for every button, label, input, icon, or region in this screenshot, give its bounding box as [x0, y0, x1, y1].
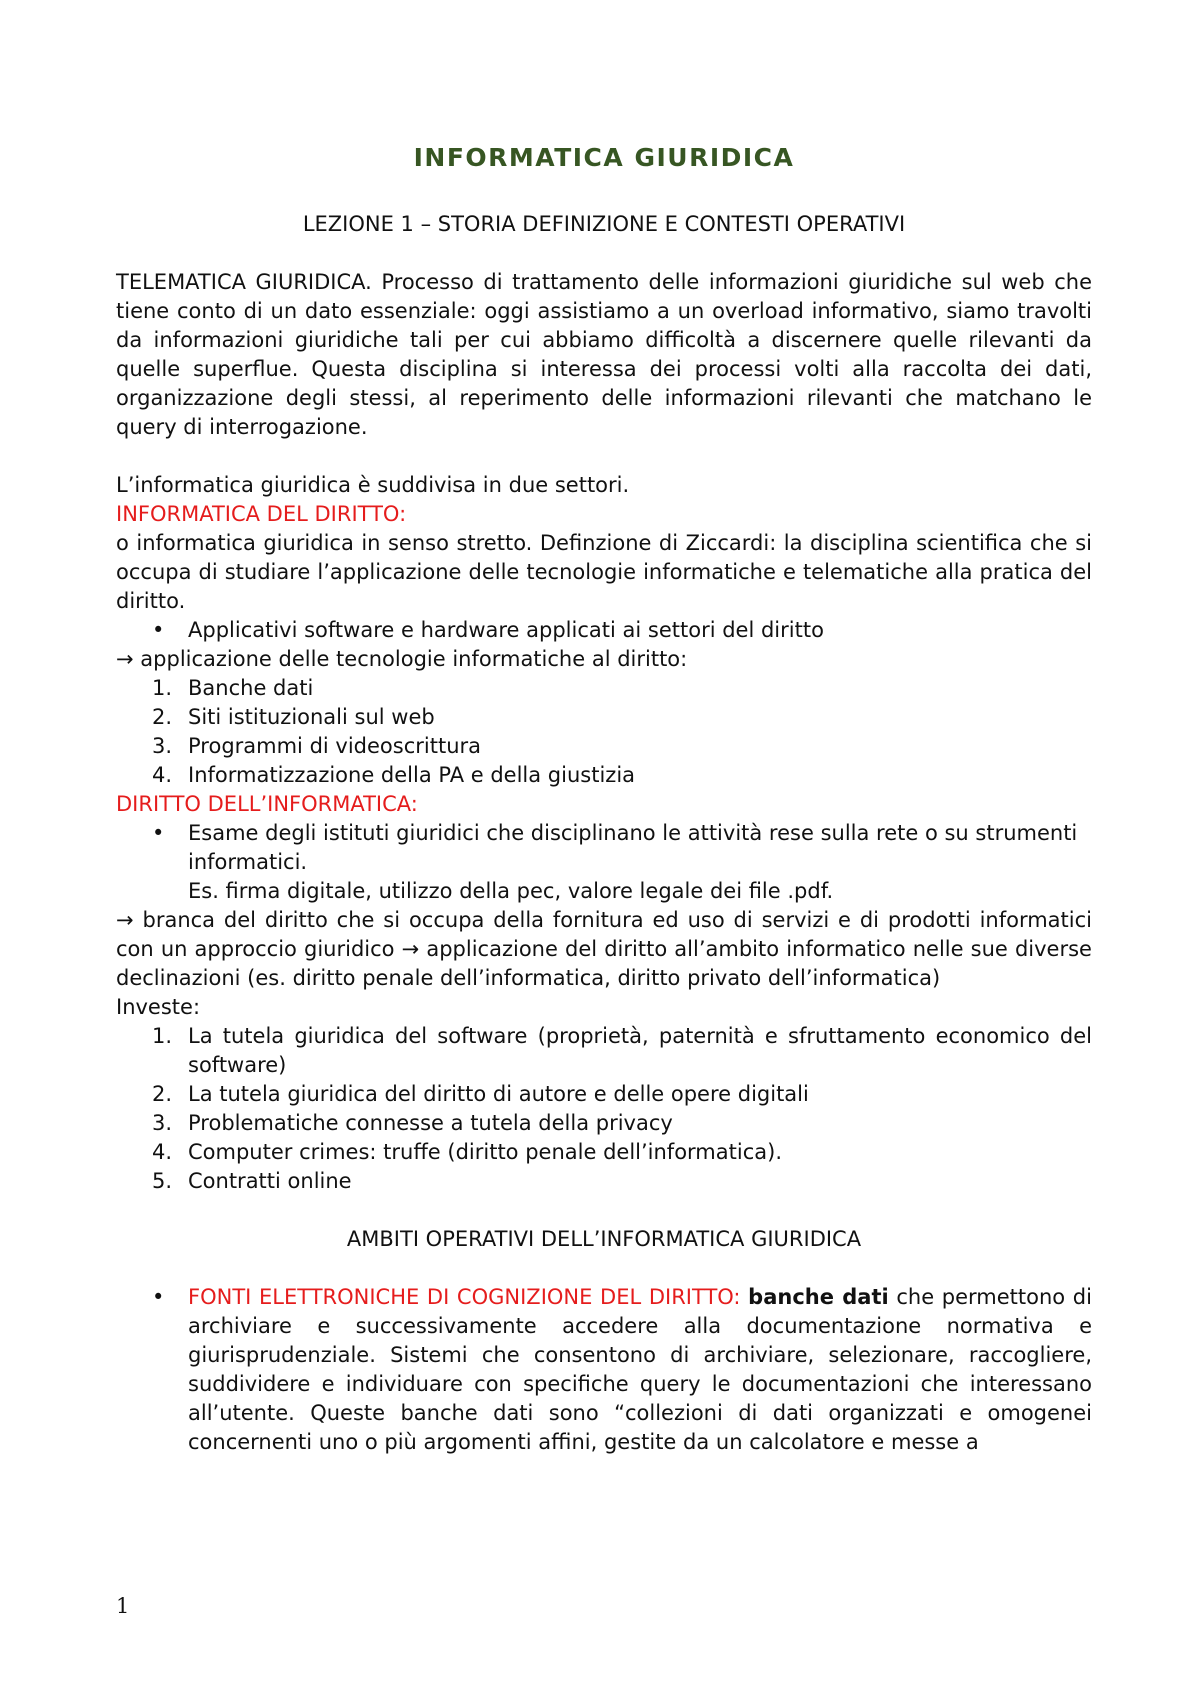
- list-item: 4. Computer crimes: truffe (diritto penale dell’informatica).: [152, 1140, 782, 1164]
- list-item: 3. Programmi di videoscrittura: [152, 734, 482, 758]
- paragraph-sectors: L’informatica giuridica è suddivisa in due settori.: [116, 473, 630, 497]
- fonti-heading: FONTI ELETTRONICHE DI COGNIZIONE DEL DIRITTO:: [188, 1285, 741, 1309]
- list-item: 2. Siti istituzionali sul web: [152, 705, 435, 729]
- bullet-list-3: [116, 1283, 1092, 1457]
- arrow-line-1: → applicazione delle tecnologie informatiche al diritto:: [116, 647, 688, 671]
- list-item: 1. Banche dati: [152, 676, 314, 700]
- numbered-list-1: [116, 674, 1092, 790]
- numbered-list-2: [116, 1022, 1092, 1196]
- arrow-icon: →: [401, 937, 420, 961]
- list-item: 1. La tutela giuridica del software (proprietà, paternità e sfruttamento economico del software): [152, 1024, 1092, 1077]
- arrow-icon: →: [116, 908, 134, 932]
- section-heading-ambiti: AMBITI OPERATIVI DELL’INFORMATICA GIURIDICA: [346, 1227, 862, 1251]
- list-item: 4. Informatizzazione della PA e della giustizia: [152, 763, 636, 787]
- arrow-paragraph-2: → branca del diritto che si occupa della fornitura ed uso di servizi e di prodotti informatici con un approccio giuridico → applicazione del diritto all’ambito informatico nelle sue diverse declinazioni (es. diritto penale dell’informatica, diritto privato dell’informatica): [116, 908, 1092, 990]
- investe-label: Investe:: [116, 995, 201, 1019]
- bullet-list-2: [116, 819, 1092, 877]
- bullet-icon: •: [152, 1285, 165, 1309]
- list-item: • FONTI ELETTRONICHE DI COGNIZIONE DEL DIRITTO: banche dati che permettono di archiviare e successivamente accedere alla documentazione normativa e giurisprudenziale. Sistemi che consentono di archiviare, selezionare, raccogliere, suddividere e individuare con specifiche query le documentazioni che interessano all’utente. Queste banche dati sono “collezioni di dati organizzati e omogenei concernenti uno o più argomenti affini, gestite da un calcolatore e messe a: [152, 1285, 1092, 1454]
- heading-informatica-del-diritto: INFORMATICA DEL DIRITTO:: [116, 502, 407, 526]
- list-item: 3. Problematiche connesse a tutela della privacy: [152, 1111, 673, 1135]
- list-item: • Applicativi software e hardware applicati ai settori del diritto: [116, 616, 1092, 645]
- list-item: 2. La tutela giuridica del diritto di autore e delle opere digitali: [152, 1082, 809, 1106]
- paragraph-telematica: TELEMATICA GIURIDICA. Processo di trattamento delle informazioni giuridiche sul web che tiene conto di un dato essenziale: oggi assistiamo a un overload informativo, siamo travolti da informazioni giuridiche tali per cui abbiamo difficoltà a discernere quelle rilevanti da quelle superflue. Questa disciplina si interessa dei processi volti alla raccolta dei dati, organizzazione degli stessi, al reperimento delle informazioni rilevanti che matchano le query di interrogazione.: [116, 270, 1092, 439]
- fonti-bold-term: banche dati: [748, 1285, 889, 1309]
- example-line: Es. firma digitale, utilizzo della pec, valore legale dei file .pdf.: [188, 879, 834, 903]
- bullet-icon: •: [152, 821, 165, 845]
- list-item: 5. Contratti online: [152, 1169, 352, 1193]
- page-number: 1: [116, 1594, 130, 1618]
- lesson-heading: LEZIONE 1 – STORIA DEFINIZIONE E CONTESTI OPERATIVI: [302, 212, 906, 236]
- list-item: • Esame degli istituti giuridici che disciplinano le attività rese sulla rete o su strumenti informatici.: [152, 821, 1078, 874]
- bullet-icon: •: [152, 618, 165, 642]
- bullet-list-1: [116, 616, 1092, 645]
- arrow-icon: →: [116, 647, 134, 671]
- document-title: INFORMATICA GIURIDICA: [413, 143, 795, 172]
- heading-diritto-dell-informatica: DIRITTO DELL’INFORMATICA:: [116, 792, 418, 816]
- paragraph-definition: o informatica giuridica in senso stretto. Definzione di Ziccardi: la disciplina scientifica che si occupa di studiare l’applicazione delle tecnologie informatiche e telematiche alla pratica del diritto.: [116, 531, 1092, 613]
- document-page: [116, 140, 1092, 1457]
